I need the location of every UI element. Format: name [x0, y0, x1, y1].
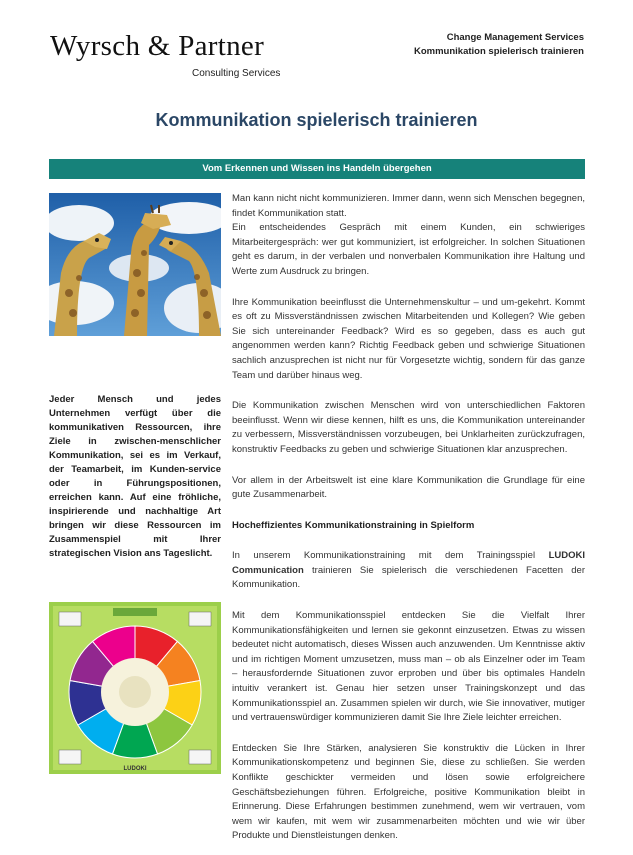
header-service-line: Change Management Services: [446, 32, 584, 43]
product-name: LUDOKI Communication: [232, 550, 585, 576]
paragraph-5: Vor allem in der Arbeitswelt ist eine klare Kommunikation die Grundlage für eine gute Zusammenarbeit.: [232, 474, 585, 501]
header-topic-line: Kommunikation spielerisch trainieren: [414, 46, 584, 57]
game-board-image: [49, 602, 221, 774]
paragraph-6-intro: In unserem Kommunikationstraining mit dem Trainingsspiel: [232, 550, 549, 562]
paragraph-1: Man kann nicht nicht kommunizieren. Immer dann, wenn sich Menschen begegnen, findet Kommunikation statt.: [232, 193, 585, 219]
header-right: [414, 31, 584, 59]
paragraph-2: Ein entscheidendes Gespräch mit einem Kunden, ein schwieriges Mitarbeitergespräch: wer gut kommuniziert, ist erfolgreicher. In solchen Situationen geht es darum, in der verbalen und nonverbalen Kommunikation ihre Haltung und Werte zum Ausdruck zu bringen.: [232, 222, 585, 277]
paragraph-8: Entdecken Sie Ihre Stärken, analysieren Sie konstruktiv die Lücken in Ihrer Kommunikationskompetenz und beginnen Sie, diese zu schließen. Sie werden Konflikte geschickter vermeiden und lösen sowie erfolgreichere Geschäftsbeziehungen führen. Erfolgreiche, positive Kommunikation bleibt in Erinnerung. Diese Erfahrungen bestimmen zunehmend, wem wir vertrauen, vom wem wir kaufen, mit wem wir zusammenarbeiten möchten und wie wir über Produkte und Dienstleistungen denken.: [232, 742, 585, 842]
section-banner: Vom Erkennen und Wissen ins Handeln übergehen: [49, 159, 585, 179]
paragraph-7: Mit dem Kommunikationsspiel entdecken Sie die Vielfalt Ihrer Kommunikationsfähigkeiten und lernen sie gekonnt einzusetzen. Etwas zu wissen bedeutet nicht automatisch, dieses Wissen auch anzuwenden. Um Kenntnisse aktiv und im richtigen Moment umzusetzen, muss man – ob als Einzelner oder im Team – herausfordernde Situationen zuvor erproben und über bis optimales Handeln intuitiv verankert ist. Genau hier setzen unser Trainingskonzept und das Kommunikationsspiel an. Zusammen spielen wir durch, wie Sie innovativer, mutiger und vertrauenswürdiger kommunizieren damit Sie Ihre Ziele leichter erreichen.: [232, 610, 585, 724]
section-heading: Hocheffizientes Kommunikationstraining in Spielform: [232, 519, 475, 531]
paragraph-4: Die Kommunikation zwischen Menschen wird von unterschiedlichen Faktoren beeinflusst. Wenn wir diese kennen, hilft es uns, die Kommunikation untereinander zu verbessern, Missverständnissen vorzubeugen, bei Unklarheiten zurückzufragen, konstruktiv Feedbacks zu geben und schwierige Situationen klar anzusprechen.: [232, 400, 585, 455]
main-content: [232, 192, 585, 855]
giraffes-photo: [49, 193, 221, 336]
paragraph-6-rest: trainieren Sie spielerisch die verschiedenen Facetten der Kommunikation.: [232, 564, 585, 591]
page-title: Kommunikation spielerisch trainieren: [155, 110, 478, 130]
logo-title: Wyrsch & Partner: [50, 30, 265, 62]
logo-subtitle: Consulting Services: [192, 68, 281, 79]
paragraph-3: Ihre Kommunikation beeinflusst die Unternehmenskultur – und um-gekehrt. Kommt es oft zu Missverständnissen zwischen Mitarbeitenden und Kollegen? Wie geben Sie sich untereinander Feedback? Wird es so gegeben, dass es auch gut angenommen werden kann? Richtig Feedback geben und schwierige Situationen sachlich anzusprechen ist nicht nur für Vorgesetzte wichtig, sondern für das ganze Team und darüber hinaus weg.: [232, 296, 585, 381]
sidebar-text: Jeder Mensch und jedes Unternehmen verfügt über die kommunikativen Ressourcen, ihre Ziele in zwischen-menschlicher Kommunikation, sei es im Verkauf, der Teamarbeit, im Kunden-service oder in Führungspositionen, erreichen kann. Auf eine fröhliche, inspirierende und nachhaltige Art bringen wir diese Ressourcen im Zusammenspiel mit Ihrer strategischen Vision ans Tageslicht.: [49, 394, 221, 559]
game-board-label: LUDOKI: [123, 766, 147, 772]
paragraph-6: [232, 549, 585, 593]
